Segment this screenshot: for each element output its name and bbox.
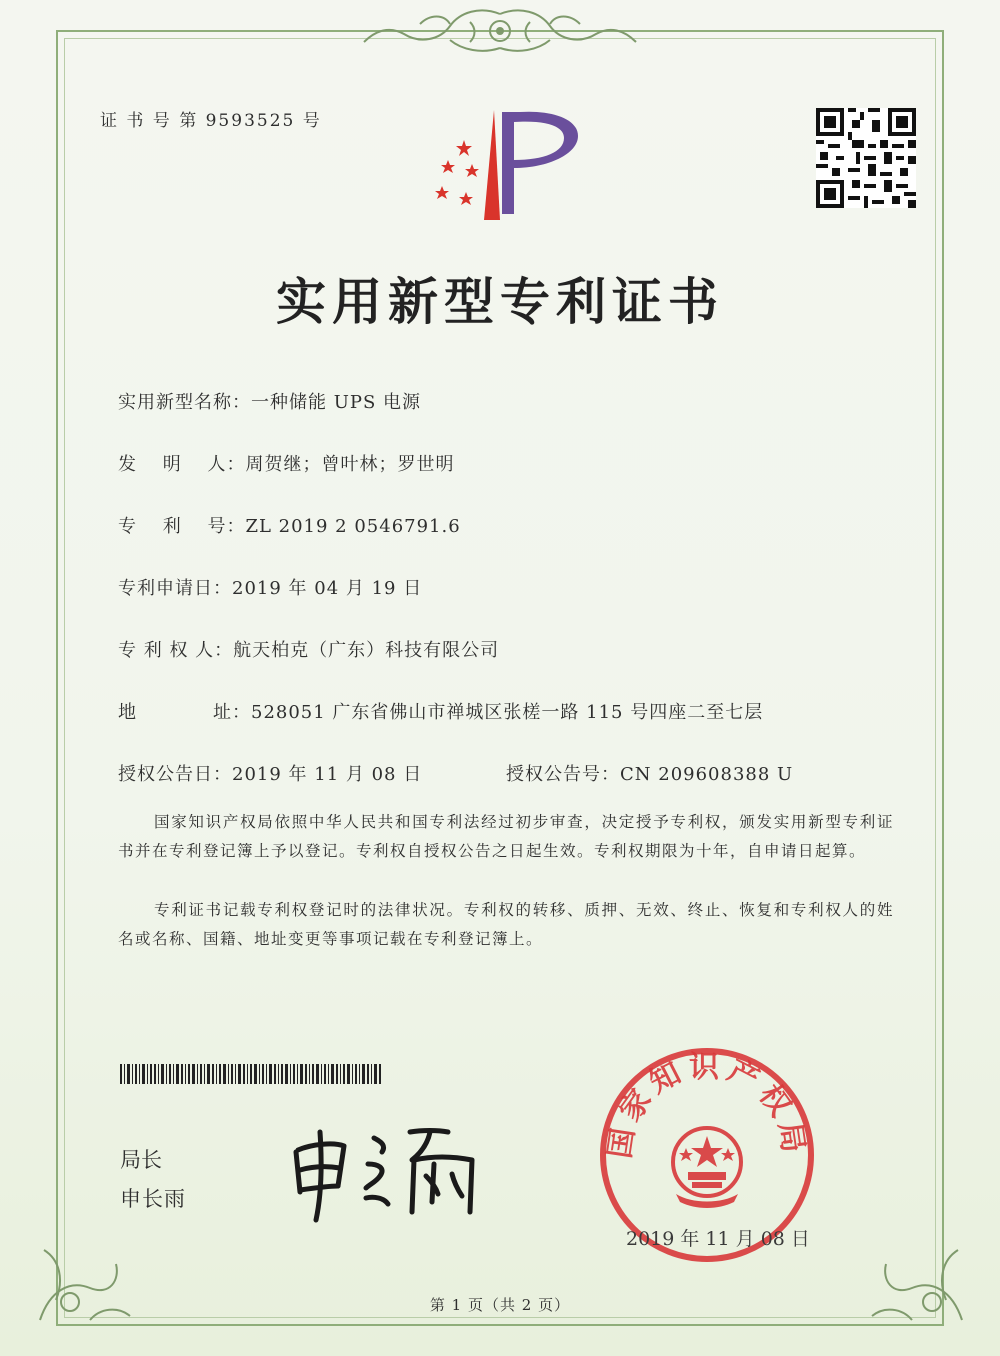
field-value: 一种储能 UPS 电源 bbox=[251, 392, 422, 413]
field-value: 2019 年 11 月 08 日 bbox=[232, 764, 423, 785]
field-value: CN 209608388 U bbox=[620, 764, 794, 785]
utility-model-name-row bbox=[118, 388, 421, 414]
patent-number-row bbox=[118, 512, 461, 538]
top-ornament-icon bbox=[350, 4, 650, 58]
certificate-title: 实用新型专利证书 bbox=[276, 272, 724, 331]
field-label: 发 明 人： bbox=[118, 454, 246, 475]
barcode-icon bbox=[120, 1064, 382, 1084]
field-label: 授权公告号： bbox=[506, 764, 620, 785]
director-name: 申长雨 bbox=[120, 1187, 186, 1211]
field-value: 2019 年 04 月 19 日 bbox=[232, 578, 423, 599]
grant-date-row bbox=[118, 760, 422, 786]
application-date-row bbox=[118, 574, 422, 600]
certificate-number: 证 书 号 第 9593525 号 bbox=[100, 111, 322, 131]
director-signature-icon bbox=[282, 1112, 512, 1224]
address-row bbox=[118, 698, 763, 724]
field-label: 专 利 权 人： bbox=[118, 640, 234, 661]
field-value: 航天柏克（广东）科技有限公司 bbox=[233, 640, 500, 661]
legal-status-paragraph: 专利证书记载专利权登记时的法律状况。专利权的转移、质押、无效、终止、恢复和专利权人的姓名或名称、国籍、地址变更等事项记载在专利登记簿上。 bbox=[118, 901, 894, 948]
qr-code-icon bbox=[816, 108, 916, 208]
field-value: 528051 广东省佛山市禅城区张槎一路 115 号四座二至七层 bbox=[251, 702, 764, 723]
grant-statement-paragraph: 国家知识产权局依照中华人民共和国专利法经过初步审查，决定授予专利权，颁发实用新型专利证书并在专利登记簿上予以登记。专利权自授权公告之日起生效。专利权期限为十年，自申请日起算。 bbox=[118, 813, 894, 860]
field-value: ZL 2019 2 0546791.6 bbox=[245, 516, 461, 537]
field-label: 授权公告日： bbox=[118, 764, 232, 785]
patentee-row bbox=[118, 636, 499, 662]
field-label: 地 址： bbox=[118, 702, 251, 723]
page-number: 第 1 页（共 2 页） bbox=[429, 1296, 571, 1314]
field-label: 实用新型名称： bbox=[118, 392, 251, 413]
field-label: 专利申请日： bbox=[118, 578, 232, 599]
director-title: 局长 bbox=[120, 1148, 162, 1172]
seal-date: 2019 年 11 月 08 日 bbox=[626, 1228, 810, 1250]
grant-number-row bbox=[506, 760, 793, 786]
patent-office-logo-icon bbox=[428, 102, 588, 222]
inventors-row bbox=[118, 450, 454, 476]
field-value: 周贺继；曾叶林；罗世明 bbox=[245, 454, 455, 475]
field-label: 专 利 号： bbox=[118, 516, 246, 537]
seal-text: 国家知识产权局 bbox=[602, 1049, 812, 1161]
